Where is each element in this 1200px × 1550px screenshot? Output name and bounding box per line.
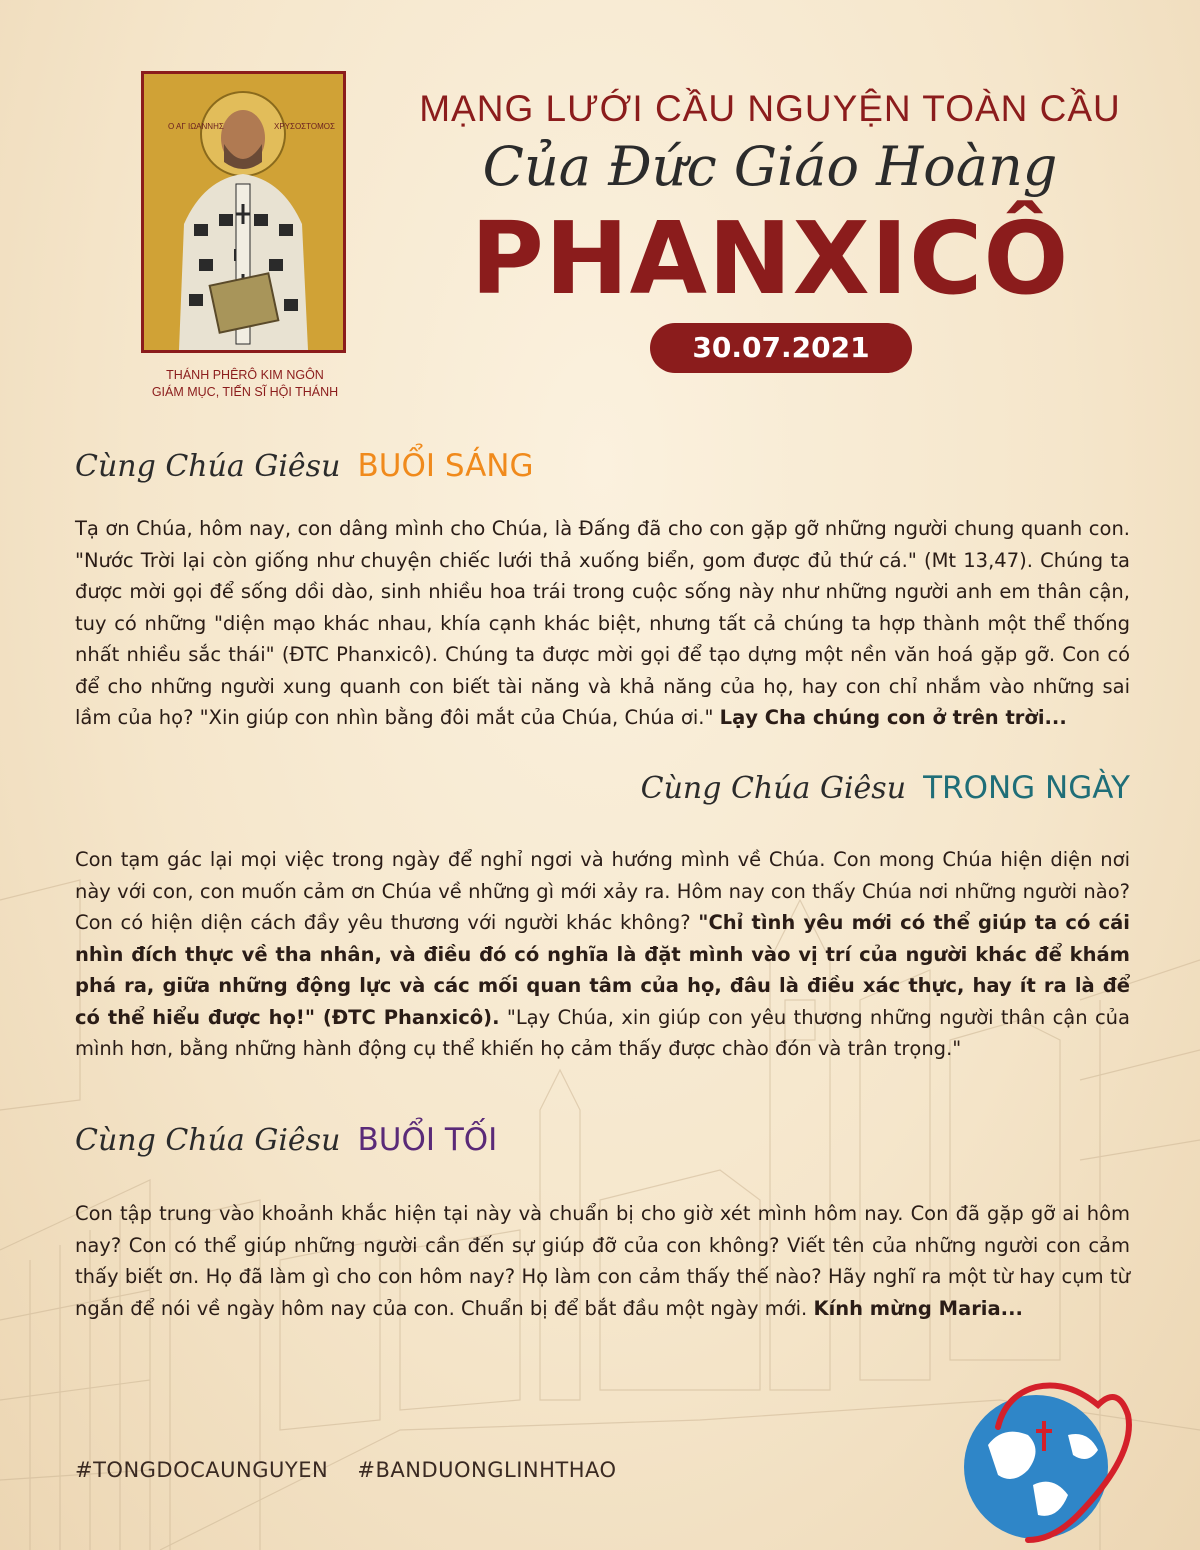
section-evening-heading	[75, 1122, 497, 1158]
prayer-network-logo	[958, 1355, 1138, 1545]
icon-caption-line2: GIÁM MỤC, TIẾN SĨ HỘI THÁNH	[151, 385, 339, 399]
hashtags	[75, 1458, 639, 1482]
section-day-quote: "Chỉ tình yêu mới có thể giúp ta có cái nhìn đích thực về tha nhân, và điều đó có nghĩa là đặt mình vào vị trí của người khác để khám phá ra, giữa những động lực và các mối quan tâm của họ, đâu là điều xác thực, hay ít ra là để có thể hiểu được họ!" (ĐTC Phanxicô).	[75, 911, 1130, 1029]
section-morning-title: BUỔI SÁNG	[357, 448, 534, 484]
section-evening-title: BUỔI TỐI	[357, 1122, 498, 1158]
section-morning-script: Cùng Chúa Giêsu	[75, 449, 341, 484]
hashtag-banduonglinhthao[interactable]: #BANDUONGLINHTHAO	[357, 1458, 617, 1482]
section-morning-text	[75, 513, 1130, 734]
svg-text:Ο ΑΓ ΙΩΑΝΝΗΣ: Ο ΑΓ ΙΩΑΝΝΗΣ	[168, 122, 224, 131]
header-title: PHANXICÔ	[470, 200, 1070, 317]
section-evening-text	[75, 1198, 1130, 1324]
section-evening-body: Con tập trung vào khoảnh khắc hiện tại này và chuẩn bị cho giờ xét mình hôm nay. Con đã gặp gỡ ai hôm nay? Con có thể giúp những người cần đến sự giúp đỡ của con không? Viết tên của những người con cảm thấy biết ơn. Họ đã làm gì cho con hôm nay? Họ làm con cảm thấy thế nào? Hãy nghĩ ra một từ hay cụm từ ngắn để nói về ngày hôm nay của con. Chuẩn bị để bắt đầu một ngày mới.	[75, 1202, 1130, 1320]
icon-caption-line1: THÁNH PHÊRÔ KIM NGÔN	[166, 368, 324, 382]
section-day-title: TRONG NGÀY	[923, 770, 1130, 806]
section-day-heading	[641, 770, 1130, 806]
hashtag-tongdocaunguyen[interactable]: #TONGDOCAUNGUYEN	[75, 1458, 329, 1482]
icon-caption	[110, 367, 380, 401]
section-day-body: Con tạm gác lại mọi việc trong ngày để nghỉ ngơi và hướng mình về Chúa. Con mong Chúa hiện diện nơi này với con, con muốn cảm ơn Chúa về những gì mới xảy ra. Hôm nay con thấy Chúa nơi những người nào? Con có hiện diện cách đầy yêu thương với người khác không?	[75, 848, 1130, 934]
section-day-prayer: "Lạy Chúa, xin giúp con yêu thương những người thân cận của mình hơn, bằng những hành động cụ thể khiến họ cảm thấy được chào đón và trân trọng."	[75, 1005, 1130, 1060]
section-morning-prayer: Lạy Cha chúng con ở trên trời...	[719, 706, 1067, 729]
header-line2: Của Đức Giáo Hoàng	[482, 135, 1058, 198]
svg-text:ΧΡΥΣΟΣΤΟΜΟΣ: ΧΡΥΣΟΣΤΟΜΟΣ	[274, 122, 335, 131]
section-morning-body: Tạ ơn Chúa, hôm nay, con dâng mình cho Chúa, là Đấng đã cho con gặp gỡ những người chung quanh con. "Nước Trời lại còn giống như chuyện chiếc lưới thả xuống biển, gom được đủ thứ cá." (Mt 13,47). Chúng ta được mời gọi để sống dồi dào, sinh nhiều hoa trái trong cuộc sống này như những người anh em thân cận, tuy có những "diện mạo khác nhau, khía cạnh khác biệt, nhưng tất cả chúng ta hợp thành một thể thống nhất nhiều sắc thái" (ĐTC Phanxicô). Chúng ta được mời gọi để tạo dựng một nền văn hoá gặp gỡ. Con có để cho những người xung quanh con biết tài năng và khả năng của họ, hay con chỉ nhắm vào những sai lầm của họ? "Xin giúp con nhìn bằng đôi mắt của Chúa, Chúa ơi."	[75, 517, 1130, 729]
header-line1: MẠNG LƯỚI CẦU NGUYỆN TOÀN CẦU	[419, 88, 1121, 129]
date-badge: 30.07.2021	[650, 323, 912, 373]
saint-icon	[141, 71, 346, 353]
section-day-script: Cùng Chúa Giêsu	[640, 771, 907, 806]
section-day-text	[75, 844, 1130, 1065]
section-evening-script: Cùng Chúa Giêsu	[75, 1123, 341, 1158]
section-morning-heading	[75, 448, 534, 484]
section-evening-prayer: Kính mừng Maria...	[813, 1296, 1023, 1320]
